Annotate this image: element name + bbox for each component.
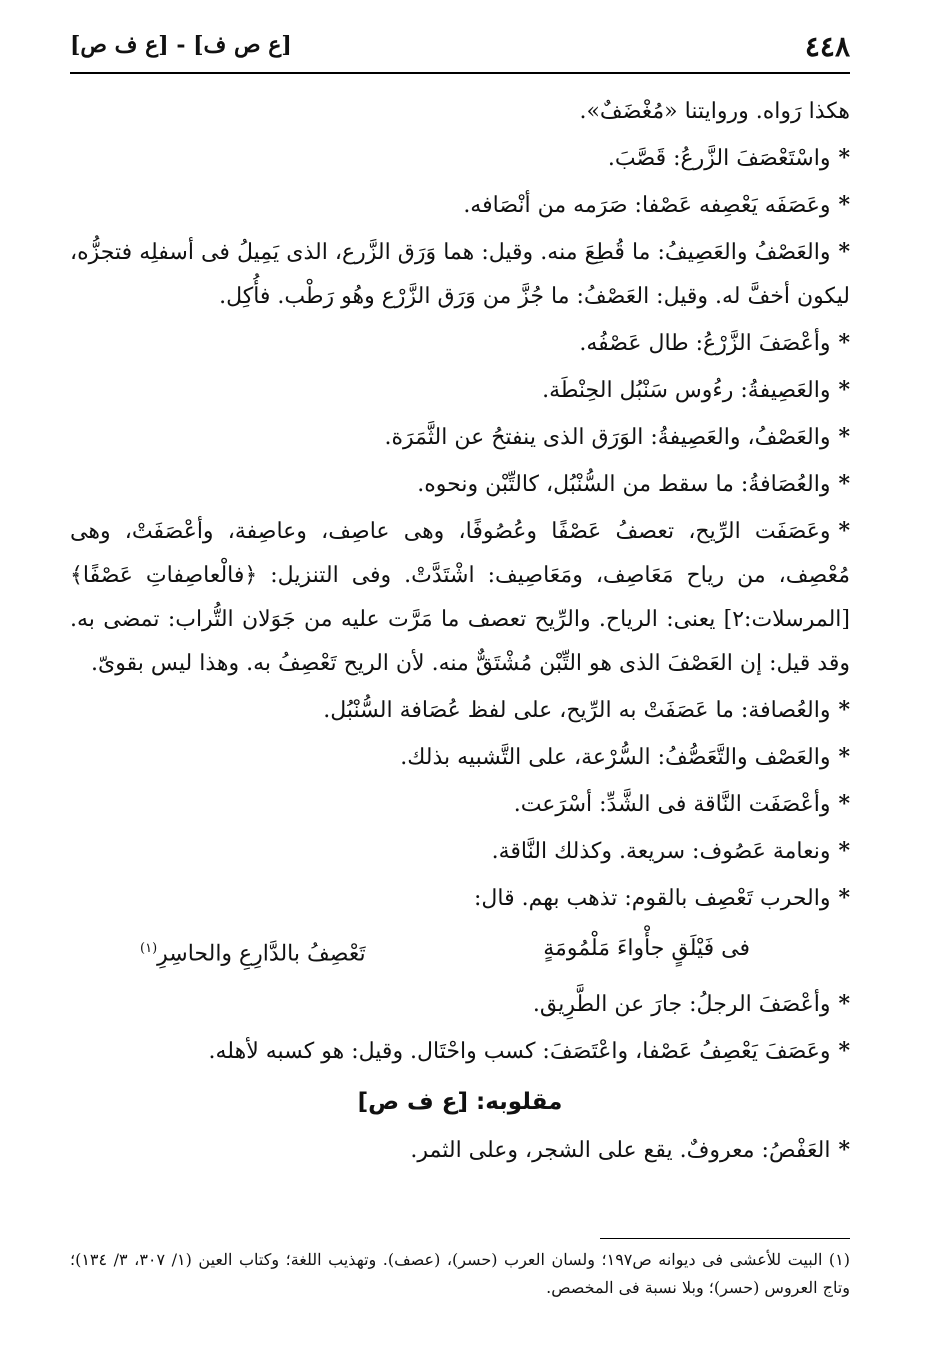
- entry-star: *: [838, 697, 850, 723]
- entry: [70, 735, 850, 780]
- entry: [70, 230, 850, 319]
- verse-first-hemistich: فى فَيْلَقٍ جأْواءَ مَلْمُومَةٍ: [543, 936, 750, 961]
- entry-text: والعَصِيفةُ: رءُوس سَنْبُل الحِنْطَة.: [542, 378, 831, 403]
- footnote: (١) البيت للأعشى فى ديوانه ص١٩٧؛ ولسان العرب (حسر)، (عصف). وتهذيب اللغة؛ وكتاب العين (١/ ٣٠٧، ٣/ ١٣٤)؛ وتاج العروس (حسر)؛ وبلا نسبة فى المخصص.: [70, 1250, 851, 1297]
- entry-star: *: [838, 885, 850, 911]
- entry: [70, 688, 850, 733]
- entry-star: *: [838, 145, 850, 171]
- entry: [70, 829, 850, 874]
- entry-text: والعَصْف والتَّعَصُّفُ: السُّرْعة، على التَّشبيه بذلك.: [400, 745, 831, 770]
- entry-star: *: [838, 838, 850, 864]
- entry-text: والعَصْفُ، والعَصِيفةُ: الوَرَق الذى ينفتحُ عن الثَّمَرَة.: [384, 425, 831, 450]
- footnote-rule: [600, 1238, 850, 1239]
- entry-star: *: [838, 1038, 850, 1065]
- entry-text: وأعْصَفَت النَّاقة فى الشَّدِّ: أسْرَعت.: [513, 792, 831, 817]
- entry-text: والعَصْفُ والعَصِيفُ: ما قُطِعَ منه. وقيل: هما وَرَق الزَّرع، الذى يَمِيلُ فى أسفلِه فتجزُّه، ليكون أخفَّ له. وقيل: العَصْفُ: ما جُزَّ من وَرَق الزَّرْع وهُو رَطْب. فأُكِل.: [70, 240, 850, 309]
- entry: [70, 183, 850, 228]
- entry: [70, 368, 850, 413]
- entry: [70, 321, 850, 366]
- entry-star: *: [838, 377, 850, 403]
- verse-second-hemistich: [140, 923, 366, 980]
- entry: [70, 982, 850, 1027]
- entry-text: والحرب تَعْصِف بالقوم: تذهب بهم. قال:: [473, 886, 831, 911]
- entry-star: *: [838, 991, 850, 1018]
- entry: [70, 782, 850, 827]
- entry-text: واسْتَعْصَفَ الزَّرعُ: قَصَّبَ.: [607, 146, 831, 171]
- entry-star: *: [838, 424, 850, 450]
- section-heading: مقلوبه: [ع ف ص]: [357, 1089, 563, 1116]
- entry: [70, 876, 850, 921]
- entry-star: *: [838, 330, 850, 356]
- entry-star: *: [838, 471, 850, 497]
- entry-star: *: [838, 192, 850, 218]
- header-rule: [70, 72, 850, 74]
- footnote-marker: (١): [140, 941, 158, 956]
- page-header: [70, 30, 850, 70]
- running-head: [ع ص ف] - [ع ف ص]: [70, 32, 292, 58]
- entry: [70, 136, 850, 181]
- poetry-verse: [70, 923, 850, 980]
- entry-star: *: [838, 239, 850, 265]
- entry-text: والعُصَافةُ: ما سقط من السُّنْبُل، كالتِّبْن ونحوه.: [417, 472, 831, 497]
- entry-text: وعَصَفَت الرِّيح، تعصفُ عَصْفًا وعُصُوفًا، وهى عاصِف، وعاصِفة، وأعْصَفَتْ، وهى مُعْصِف، من رياح مَعَاصِف، ومَعَاصِيف: اشْتَدَّتْ. وفى التنزيل: ﴿فالْعاصِفاتِ عَصْفًا﴾ [المرسلات:٢] يعنى: الرياح. والرِّيح تعصف ما مَرَّت عليه من جَوَلان التُّراب: تمضى به. وقد قيل: إن العَصْفَ الذى هو التِّبْن مُشْتَقٌّ منه. لأن الريح تَعْصِفُ به. وهذا ليس بقوىّ.: [70, 519, 850, 676]
- entry-text: العَفْصُ: معروفٌ. يقع على الشجر، وعلى الثمر.: [410, 1138, 831, 1164]
- entry: [70, 462, 850, 507]
- entry-star: *: [838, 518, 850, 544]
- entry-text: وعَصَفَ يَعْصِفُ عَصْفا، واعْتَصَفَ: كسب واحْتَال. وقيل: هو كسبه لأهله.: [208, 1039, 831, 1065]
- entry-star: *: [838, 1137, 850, 1164]
- page-number: ٤٤٨: [804, 30, 850, 63]
- entry-text: وأعْصَفَ الرجلُ: جارَ عن الطَّرِيق.: [532, 992, 831, 1018]
- entry: [70, 1029, 850, 1074]
- entry: [70, 509, 850, 686]
- entry: [70, 415, 850, 460]
- entry-star: *: [838, 791, 850, 817]
- verse-second-text: تَعْصِفُ بالدَّارِعِ والحاسِرِ: [157, 941, 366, 967]
- page-body: [70, 90, 850, 1175]
- entry: [70, 90, 850, 134]
- entry: [70, 1128, 850, 1173]
- entry-text: ونعامة عَصُوف: سريعة. وكذلك النَّاقة.: [491, 839, 831, 864]
- entry-text: والعُصافة: ما عَصَفَتْ به الرِّيح، على لفظ عُصَافة السُّنْبُل.: [323, 698, 831, 723]
- entry-text: وأعْصَفَ الزَّرْعُ: طال عَصْفُه.: [579, 331, 831, 356]
- entry-text: وعَصَفَه يَعْصِفه عَصْفا: صَرَمه من أنْصَافه.: [463, 193, 831, 218]
- entry-star: *: [838, 744, 850, 770]
- entry-text: هكذا رَواه. وروايتنا «مُغْضَفٌ».: [579, 99, 850, 124]
